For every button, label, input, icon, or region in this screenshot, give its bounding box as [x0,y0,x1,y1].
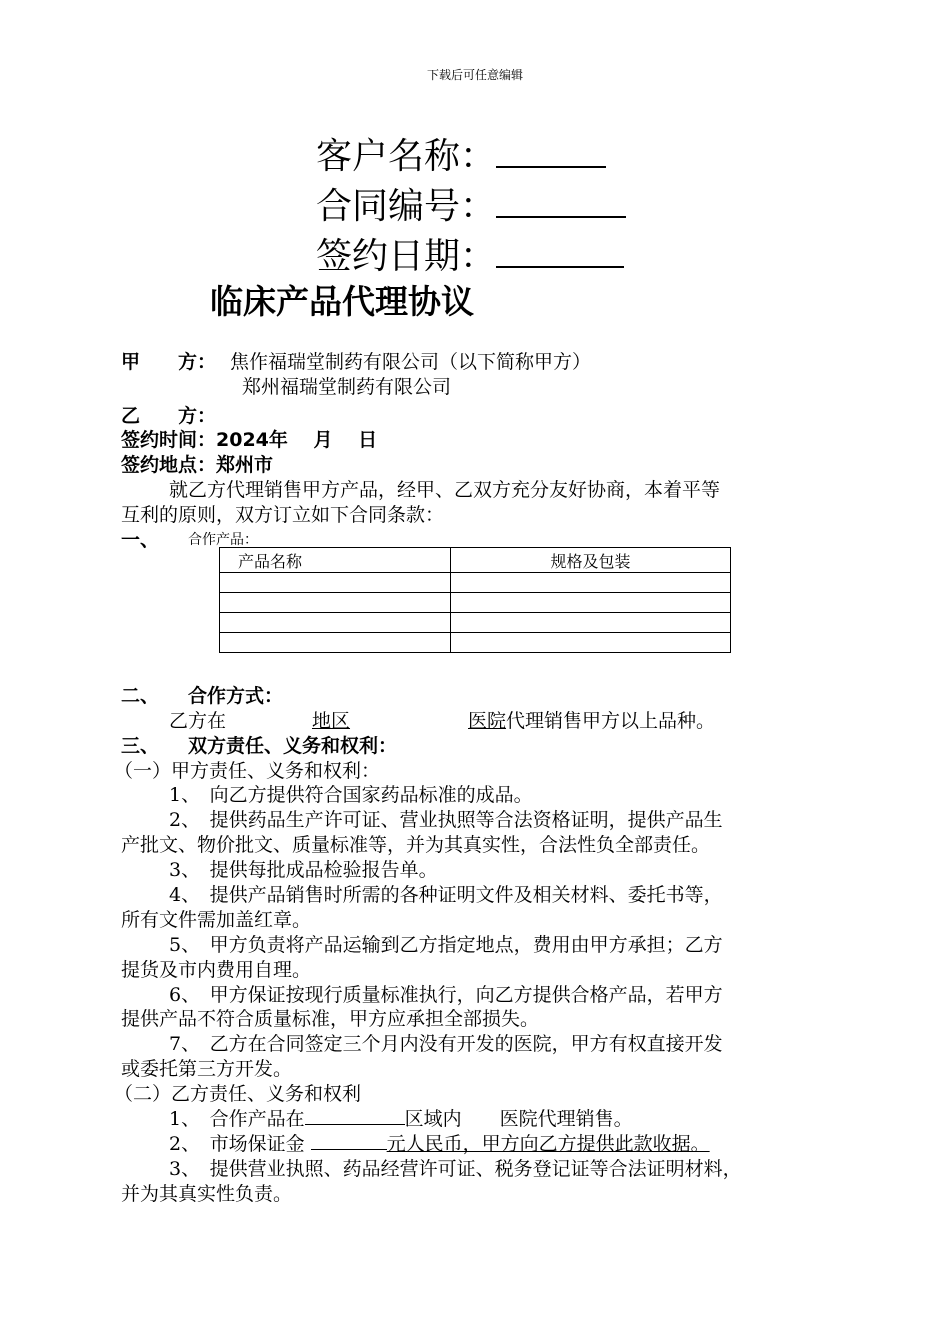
customer-name-line [316,128,606,179]
party-b-item-2-suffix: 元人民币，甲方向乙方提供此款收据。 [386,1133,710,1155]
party-b-item-2 [169,1129,710,1156]
table-header-row [220,548,731,573]
party-a-name1: 焦作福瑞堂制药有限公司（以下简称甲方） [230,351,592,373]
party-b-label: 乙 方： [121,405,217,427]
table-cell[interactable] [451,593,731,613]
table-cell[interactable] [220,573,451,593]
sign-date-label: 签约日期： [316,236,497,277]
intro-line-2: 互利的原则，双方订立如下合同条款： [121,504,445,526]
header-note: 下载后可任意编辑 [426,68,523,82]
section-2-text [169,706,715,733]
customer-name-label: 客户名称： [316,136,497,177]
party-a-item-5-line-1: 5、 甲方负责将产品运输到乙方指定地点，费用由甲方承担；乙方 [169,934,723,956]
region-blank[interactable] [305,1106,405,1125]
section-1-number: 一、 [121,529,160,551]
customer-name-blank[interactable] [496,138,606,168]
table-cell[interactable] [451,613,731,633]
document-title: 临床产品代理协议 [210,282,474,321]
table-cell[interactable] [220,613,451,633]
party-a-duties-title: （一）甲方责任、义务和权利： [114,760,381,782]
sign-time: 签约时间：2024年 月 日 [121,429,378,451]
section-2-prefix: 乙方在 [169,710,227,732]
contract-number-label: 合同编号： [316,186,497,227]
contract-number-blank[interactable] [496,188,626,218]
party-b-item-3-line-2: 并为其真实性负责。 [121,1183,293,1205]
region-field[interactable]: 地区 [312,710,351,732]
section-3-number: 三、 [121,735,160,757]
contract-number-line [316,178,626,229]
table-row [220,613,731,633]
table-header-product-name: 产品名称 [220,548,451,573]
party-a-item-1: 1、 向乙方提供符合国家药品标准的成品。 [169,784,533,806]
party-a-item-5-line-2: 提货及市内费用自理。 [121,959,312,981]
party-a-name2: 郑州福瑞堂制药有限公司 [242,376,452,398]
sign-date-line [316,228,624,279]
party-a-item-7-line-1: 7、 乙方在合同签定三个月内没有开发的医院，甲方有权直接开发 [169,1033,723,1055]
party-a-item-3: 3、 提供每批成品检验报告单。 [169,859,438,881]
sign-date-blank[interactable] [496,238,624,268]
party-a-item-4-line-1: 4、 提供产品销售时所需的各种证明文件及相关材料、委托书等， [169,884,723,906]
table-cell[interactable] [451,573,731,593]
party-b-item-1-suffix: 区域内 医院代理销售。 [404,1108,633,1130]
intro-line-1: 就乙方代理销售甲方产品，经甲、乙双方充分友好协商，本着平等 [169,479,721,501]
party-b-item-1 [169,1104,633,1131]
section-2-label: 合作方式： [188,685,284,707]
product-table [219,547,731,653]
section-1-label: 合作产品： [188,532,258,548]
section-2-number: 二、 [121,685,160,707]
party-a-item-6-line-2: 提供产品不符合质量标准，甲方应承担全部损失。 [121,1008,540,1030]
section-2-suffix: 代理销售甲方以上品种。 [506,710,716,732]
table-cell[interactable] [220,633,451,653]
party-a-label: 甲 方： [121,351,217,373]
party-a-item-2-line-2: 产批文、物价批文、质量标准等，并为其真实性，合法性负全部责任。 [121,834,711,856]
table-row [220,633,731,653]
party-b-item-2-prefix: 2、 市场保证金 [169,1133,311,1155]
hospital-field[interactable]: 医院 [468,710,507,732]
section-3-label: 双方责任、义务和权利： [188,735,398,757]
party-b-item-3-line-1: 3、 提供营业执照、药品经营许可证、税务登记证等合法证明材料， [169,1158,742,1180]
table-row [220,573,731,593]
sign-place: 签约地点：郑州市 [121,454,274,476]
table-cell[interactable] [451,633,731,653]
party-b-item-1-prefix: 1、 合作产品在 [169,1108,305,1130]
table-cell[interactable] [220,593,451,613]
party-b-duties-title: （二）乙方责任、义务和权利 [114,1083,362,1105]
party-a-item-4-line-2: 所有文件需加盖红章。 [121,909,312,931]
deposit-amount-blank[interactable] [311,1131,387,1150]
party-a-item-2-line-1: 2、 提供药品生产许可证、营业执照等合法资格证明，提供产品生 [169,809,723,831]
table-header-spec: 规格及包装 [451,548,731,573]
table-row [220,593,731,613]
party-a-item-7-line-2: 或委托第三方开发。 [121,1058,293,1080]
party-a-item-6-line-1: 6、 甲方保证按现行质量标准执行，向乙方提供合格产品，若甲方 [169,984,723,1006]
